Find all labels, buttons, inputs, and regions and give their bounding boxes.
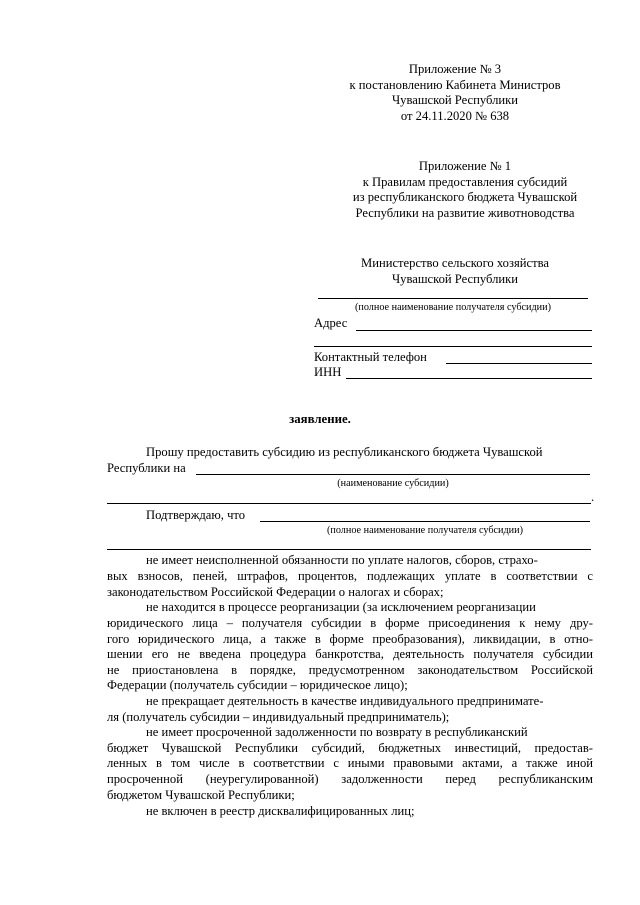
appendix-3-line: Чувашской Республики [392,93,518,107]
condition-line: бюджет Чувашской Республики субсидий, бюджетных инвестиций, предостав- [107,741,593,755]
condition-line: гого юридического лица, а также в форме преобразования), ликвидации, в отно- [107,632,593,646]
condition-line: ля (получатель субсидии – индивидуальный предприниматель); [107,710,450,724]
address-field[interactable] [356,330,592,331]
confirm-recipient-field-line-2[interactable] [107,549,591,550]
addressee-line: Министерство сельского хозяйства [361,256,549,270]
inn-field[interactable] [346,378,592,379]
condition-line: ленных в том числе в соответствии с иными правовыми актами, а также иной [107,756,593,770]
condition-line: бюджетом Чувашской Республики; [107,788,295,802]
statement-title: заявление. [289,412,351,426]
subsidy-name-field[interactable] [196,474,590,475]
confirm-label: Подтверждаю, что [146,508,246,522]
request-line-1: Прошу предоставить субсидию из республиканского бюджета Чувашской [146,445,543,459]
inn-label: ИНН [314,365,342,379]
appendix-1-line: Приложение № 1 [418,159,512,173]
confirm-recipient-caption: (полное наименование получателя субсидии) [327,525,523,536]
appendix-3-line: от 24.11.2020 № 638 [400,108,510,123]
condition-line: юридического лица – получателя субсидии в форме присоединения к нему дру- [107,616,593,630]
period: . [591,490,595,504]
recipient-name-line[interactable] [318,298,588,299]
appendix-1-line: из республиканского бюджета Чувашской [352,190,578,204]
phone-field[interactable] [446,363,592,364]
appendix-3-header [300,62,610,124]
addressee [300,256,610,287]
condition-line: не включен в реестр дисквалифицированных лиц; [146,804,415,818]
subsidy-name-caption: (наименование субсидии) [337,478,449,489]
condition-line: Федерации (получатель субсидии – юридическое лицо); [107,678,408,692]
condition-line: не прекращает деятельность в качестве индивидуального предпринимате- [146,694,544,708]
appendix-3-line: Приложение № 3 [408,62,502,76]
address-field-line-2[interactable] [314,346,592,347]
condition-line: не имеет неисполненной обязанности по уплате налогов, сборов, страхо- [146,553,538,567]
subsidy-name-field-line-2[interactable] [107,503,591,504]
confirm-recipient-field[interactable] [260,521,590,522]
addressee-line: Чувашской Республики [392,271,518,286]
condition-line: вых взносов, пеней, штрафов, процентов, подлежащих уплате в соответствии с [107,569,593,583]
appendix-1-header [310,159,620,221]
appendix-3-line: к постановлению Кабинета Министров [349,77,561,92]
request-line-2-prefix: Республики на [107,461,186,475]
condition-line: законодательством Российской Федерации о налогах и сборах; [107,585,444,599]
appendix-1-line: Республики на развитие животноводства [355,205,575,220]
condition-line: не находится в процессе реорганизации (за исключением реорганизации [146,600,536,614]
recipient-name-caption: (полное наименование получателя субсидии) [355,302,551,313]
appendix-1-line: к Правилам предоставления субсидий [362,174,568,189]
condition-line: не имеет просроченной задолженности по возврату в республиканский [146,725,528,739]
condition-line: просроченной (неурегулированной) задолженности перед республиканским [107,772,593,786]
condition-line: шении его не введена процедура банкротства, деятельность получателя субсидии [107,647,593,661]
condition-line: не приостановлена в порядке, предусмотренном законодательством Российской [107,663,593,677]
phone-label: Контактный телефон [314,350,427,364]
address-label: Адрес [314,316,348,330]
